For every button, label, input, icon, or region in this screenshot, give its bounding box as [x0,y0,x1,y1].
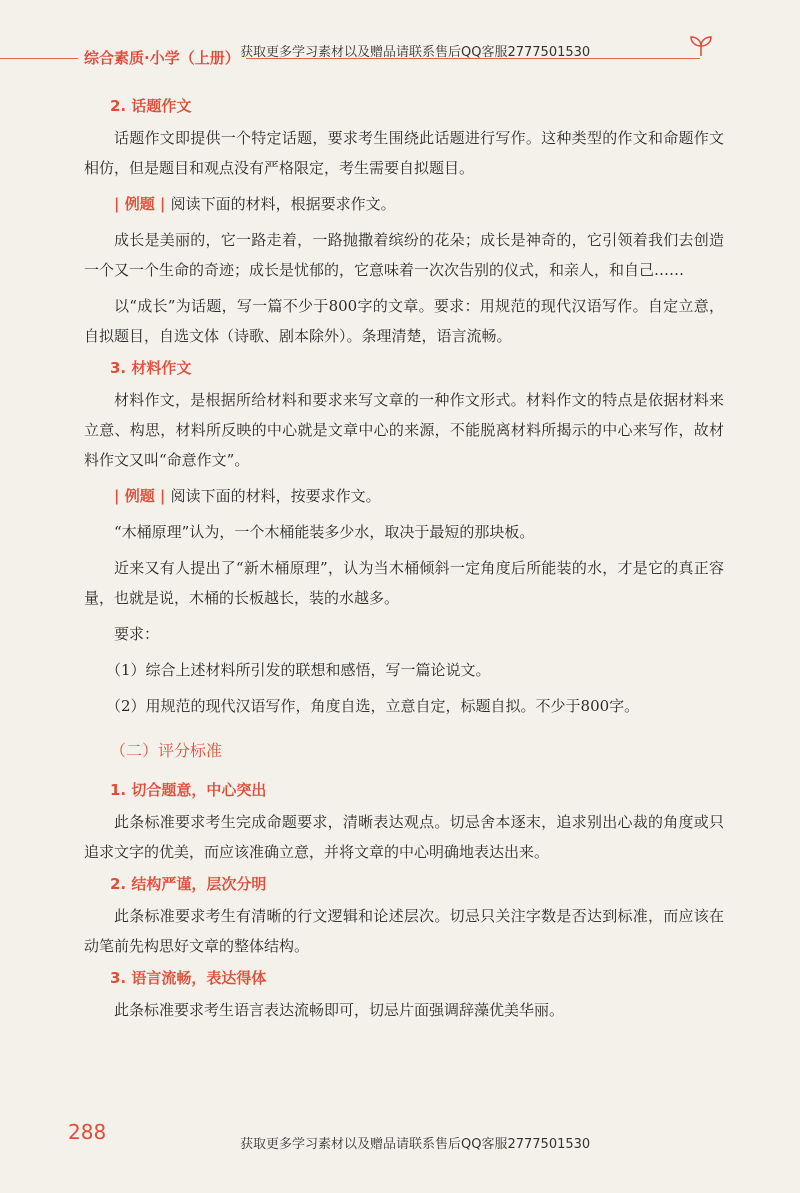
example-bar-left: | [114,195,125,213]
example-line [114,189,724,219]
heading-scoring-criteria: （二）评分标准 [110,741,223,760]
heading-criterion-2: 2. 结构严谨，层次分明 [110,875,267,893]
top-watermark: 获取更多学习素材以及赠品请联系售后QQ客服2777501530 [240,45,591,60]
requirement-1: （1）综合上述材料所引发的联想和感悟，写一篇论说文。 [106,661,491,679]
example-prompt: 阅读下面的材料，根据要求作文。 [170,195,396,213]
example-bar-right: | [154,195,171,213]
heading-criterion-1: 1. 切合题意，中心突出 [110,781,267,799]
criterion-2-text: 此条标准要求考生有清晰的行文逻辑和论述层次。切忌只关注字数是否达到标准，而应该在动笔前先构思好文章的整体结构。 [84,907,724,955]
heading-material-essay: 3. 材料作文 [110,359,192,377]
bottom-watermark: 获取更多学习素材以及赠品请联系售后QQ客服2777501530 [240,1137,591,1152]
example-bar-left: | [114,487,125,505]
example-line [114,481,724,511]
topic-requirement: 以“成长”为话题，写一篇不少于800字的文章。要求：用规范的现代汉语写作。自定立意，自拟题目，自选文体（诗歌、剧本除外）。条理清楚，语言流畅。 [84,297,724,345]
topic-material: 成长是美丽的，它一路走着，一路抛撒着缤纷的花朵；成长是神奇的，它引领着我们去创造一个又一个生命的奇迹；成长是忧郁的，它意味着一次次告别的仪式，和亲人，和自己…… [84,231,724,279]
sprout-icon [688,34,714,58]
heading-criterion-3: 3. 语言流畅，表达得体 [110,969,267,987]
example-tag: 例题 [124,195,155,213]
page-number: 288 [68,1120,107,1144]
material-essay-intro: 材料作文，是根据所给材料和要求来写文章的一种作文形式。材料作文的特点是依据材料来立意、构思，材料所反映的中心就是文章中心的来源，不能脱离材料所揭示的中心来写作，故材料作文又叫“命意作文”。 [84,391,724,469]
criterion-1-text: 此条标准要求考生完成命题要求，清晰表达观点。切忌舍本逐末，追求别出心裁的角度或只追求文字的优美，而应该准确立意，并将文章的中心明确地表达出来。 [84,813,724,861]
example-tag: 例题 [124,487,155,505]
material-text-1: “木桶原理”认为，一个木桶能装多少水，取决于最短的那块板。 [114,523,535,541]
example-bar-right: | [154,487,171,505]
book-title: 综合素质·小学（上册） [78,47,246,68]
main-content [84,95,724,1025]
example-prompt: 阅读下面的材料，按要求作文。 [170,487,381,505]
requirement-label: 要求： [114,625,160,643]
material-text-2: 近来又有人提出了“新木桶原理”，认为当木桶倾斜一定角度后所能装的水，才是它的真正容量，也就是说，木桶的长板越长，装的水越多。 [84,559,724,607]
heading-topic-essay: 2. 话题作文 [110,97,192,115]
requirement-2: （2）用规范的现代汉语写作，角度自选，立意自定，标题自拟。不少于800字。 [106,697,640,715]
topic-essay-intro: 话题作文即提供一个特定话题，要求考生围绕此话题进行写作。这种类型的作文和命题作文相仿，但是题目和观点没有严格限定，考生需要自拟题目。 [84,129,724,177]
criterion-3-text: 此条标准要求考生语言表达流畅即可，切忌片面强调辞藻优美华丽。 [114,1001,565,1019]
